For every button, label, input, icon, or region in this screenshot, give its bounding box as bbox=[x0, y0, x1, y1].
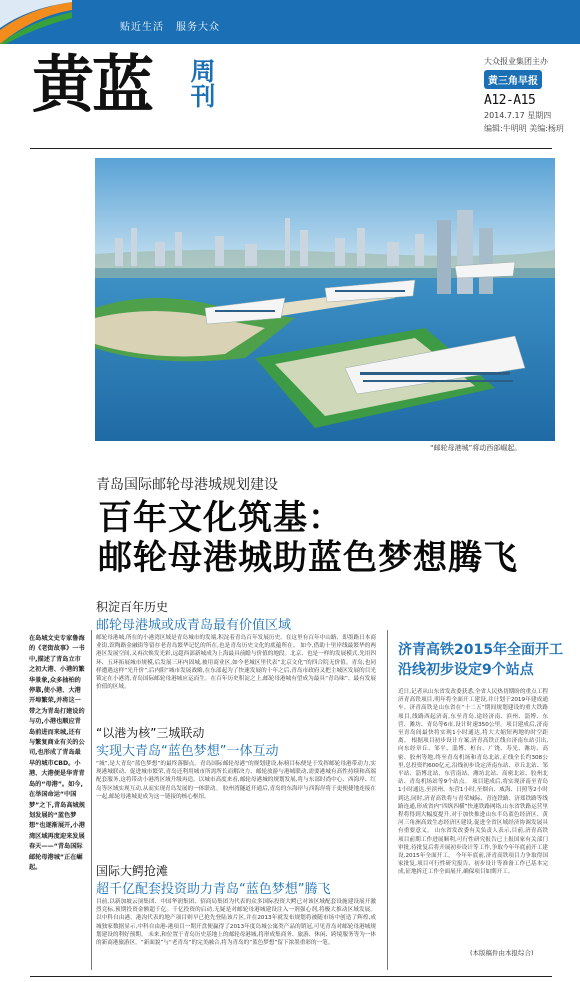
publication-info bbox=[484, 56, 564, 134]
section-2-subheading: 实现大青岛“蓝色梦想”一体互动 bbox=[96, 744, 279, 759]
section-2-body: “城”,是大青岛“蓝色梦想”的最终落脚点。青岛国际邮轮母港“的规划建设,标榜目标便是于发挥邮轮母港带动力,实现港城联动、促进城市繁荣,青岛还利用城市所需所长而解决力、邮轮放游与港城联动,需要港城有高性持续和高端配套服务,这将带动小港湾区域升级再造。以城市高度来看,邮轮母港城的规划发展,将与东部时尚中心、西海岸、红岛等区域实现互动,从而实现青岛发展的一体联动。 胶州湾隧道开通后,青岛的东海岸与西海岸将于更便捷地连接在一起,邮轮母港城更成为这一链接的核心枢纽。 bbox=[96, 761, 376, 800]
cruise-port-illustration bbox=[95, 158, 555, 441]
section-1-subheading: 邮轮母港城或成青岛最有价值区域 bbox=[96, 618, 292, 633]
paper-logo: 黄三角早报 bbox=[484, 70, 542, 89]
issue-date: 2014.7.17 星期四 bbox=[484, 111, 552, 120]
section-3-subheading: 超千亿配套投资助力青岛“蓝色梦想”腾飞 bbox=[96, 882, 331, 897]
headline-line-1: 百年文化筑基： bbox=[98, 498, 343, 538]
section-3-heading: 国际大鳄抢滩 bbox=[96, 864, 169, 878]
top-banner bbox=[0, 0, 580, 44]
right-headline-line-1: 济青高铁2015年全面开工 bbox=[398, 642, 563, 658]
column-divider-left bbox=[91, 630, 92, 970]
masthead-title: 黄蓝 bbox=[32, 48, 153, 121]
section-2-heading: “以港为核”三城联动 bbox=[96, 726, 205, 740]
source-note: (本版稿件由本报综合) bbox=[470, 949, 534, 957]
masthead-weekly: 周刊 bbox=[187, 58, 216, 108]
page-range: A12-A15 bbox=[484, 93, 536, 108]
slogan-left: 贴近生活 bbox=[120, 22, 164, 33]
masthead-rule bbox=[30, 148, 552, 149]
article-kicker: 青岛国际邮轮母港城规划建设 bbox=[96, 477, 278, 493]
section-1-heading: 积淀百年历史 bbox=[96, 600, 169, 614]
right-headline-line-2: 沿线初步设定9个站点 bbox=[398, 662, 534, 678]
bottom-rule bbox=[30, 976, 552, 977]
column-divider-right bbox=[387, 630, 388, 970]
slogan-right: 服务大众 bbox=[176, 22, 220, 33]
editors: 编辑:牛明明 美编:杨玥 bbox=[484, 124, 564, 133]
publisher-note: 大众报业集团主办 bbox=[484, 57, 548, 66]
headline-line-2: 邮轮母港城助蓝色梦想腾飞 bbox=[98, 538, 518, 578]
sidebar-text: 在岛城文史专家鲁海的《老街故事》一书中,描述了青岛立市之初大港、小港的繁华景象,众多抽柏的停靠,使小港、大港开埠繁荣,并将这一带之为青岛打建设的与功,小港也顺应青岛前进而来城,还有与繁复商业有关的公司,也形成了青岛最早的城市CBD。小港、大港便是华青青岛的“母港”。如今,在举国命运“中国梦”之下,青岛高城规划发展的“蓝色梦想”也逐渐展开,小港湾区域再度迎来发展春天——“青岛国际邮轮母港城”正在崛起。 bbox=[29, 635, 85, 871]
section-3-body: 目前,以新加坡云顶集团、中国华润集团、招商局集团为代表的众多国际投资大鳄已对该区域配套设施建设展开激烈竞标,预期投资金额超千亿。千亿投资的启动,无疑是对邮轮母港城建设注入一剂强心剂,将极大推动区域发展。 以中科自由港、港沟代表的地产项目则早已抢先登陆该片区,并在2013年就发布规划将被随市场中创造了辉煌,成城独家数据显示,中科自由港-港项目一期开盘便赢得了2013年度岛城公寓类产品的销冠,可见青岛对邮轮母港城规划建设的利好预期。 未来,和位置于青岛历史基地上的邮轮母港城,将形成集商务、旅游、休闲、跨境服务等为一体的新商港旅游区。“新面貌”与“老青岛”的完美融合,将为青岛的“蓝色梦想”留下浓墨重彩的一笔。 bbox=[96, 899, 376, 947]
brand-fan-icon bbox=[0, 0, 72, 44]
section-1-body: 邮轮母港城,所在的小港湾区域是青岛城市的发端,积淀着青岛百年发展历史。在这里有百年中山路、即墨路日本商业街,馆陶路金融街等留存老青岛繁华记忆的所在,也是青岛历史文化的底蕴所在。 如今,借助十里岸线最繁华的两港区发展空间,又再次焕发光彩,远超西部新城成为上海最具前瞻与价值的地段。北京、也是一样的发展模式,先用四环、五环拓展城市规模,后发展三环内固城,被用商业区,如今老城区里代表“北京文化”的四合院无价值。青岛,也同样遭遇这样“光升价”,后内阳“城市发展战略,在东部起为了快速发展的十年之后,青岛市政府又把主城区发展的目光锁定在小港湾,青岛国际邮轮母港城应运而生。在百年历史积淀之上,邮轮母港城有望成为最具“青岛味”、最有发展价值的区域。 bbox=[96, 635, 376, 691]
photo-caption: “邮轮母港城”将动西部崛起。 bbox=[430, 444, 522, 452]
right-article-body: 近日,记者从山东省发改委获悉,全省人民热切期盼的重点工程济青高铁项目,明年将全面开工建设,并计划于2019年建成通车。济青高铁是山东省在“十二五”期间规划建设的重大铁路项目,线路西起济南,东至青岛,途经济南、滨州、淄博、东营、潍坊、青岛等6市,设计时速350公里。项目建成后,济南至青岛间最快将实现1小时通达,将大大缩短两地的时空距离。 根据项目初步设计方案,济青高铁正线自济南东站引出,向东经章丘、邹平、淄博、桓台、广饶、寿光、潍坊、高密、胶州等地,终至青岛机场和青岛北站,正线全长约308公里,总投资约600亿元,沿线初步设定济南东站、章丘北站、邹平站、淄博北站、东营南站、潍坊北站、高密北站、胶州北站、青岛机场站等9个站点。 项目建成后,将实现济南至青岛1小时通达,至滨州、东营1小时,至烟台、威海、日照等2小时到达,同时,济青高铁将与青荣城际、青连铁路、济郑铁路等线路连通,形成省内“四纵四横”快速铁路网络,山东省铁路运营里程将得到大幅度提升,对于加快推进山东半岛蓝色经济区、黄河三角洲高效生态经济区建设,促进全省区域经济协调发展具有重要意义。 山东省发改委有关负责人表示,目前,济青高铁项目前期工作进展顺利,可行性研究报告已上报国家有关部门审批,待批复后将开展初步设计等工作,争取今年年底前开工建设,2015年全面开工。 今年年底前,济青高铁项目力争取得国家批复,项目可行性研究报告、初步设计等准备工作已基本完成,征地拆迁工作全面展开,确保项目如期开工。 bbox=[398, 689, 548, 876]
